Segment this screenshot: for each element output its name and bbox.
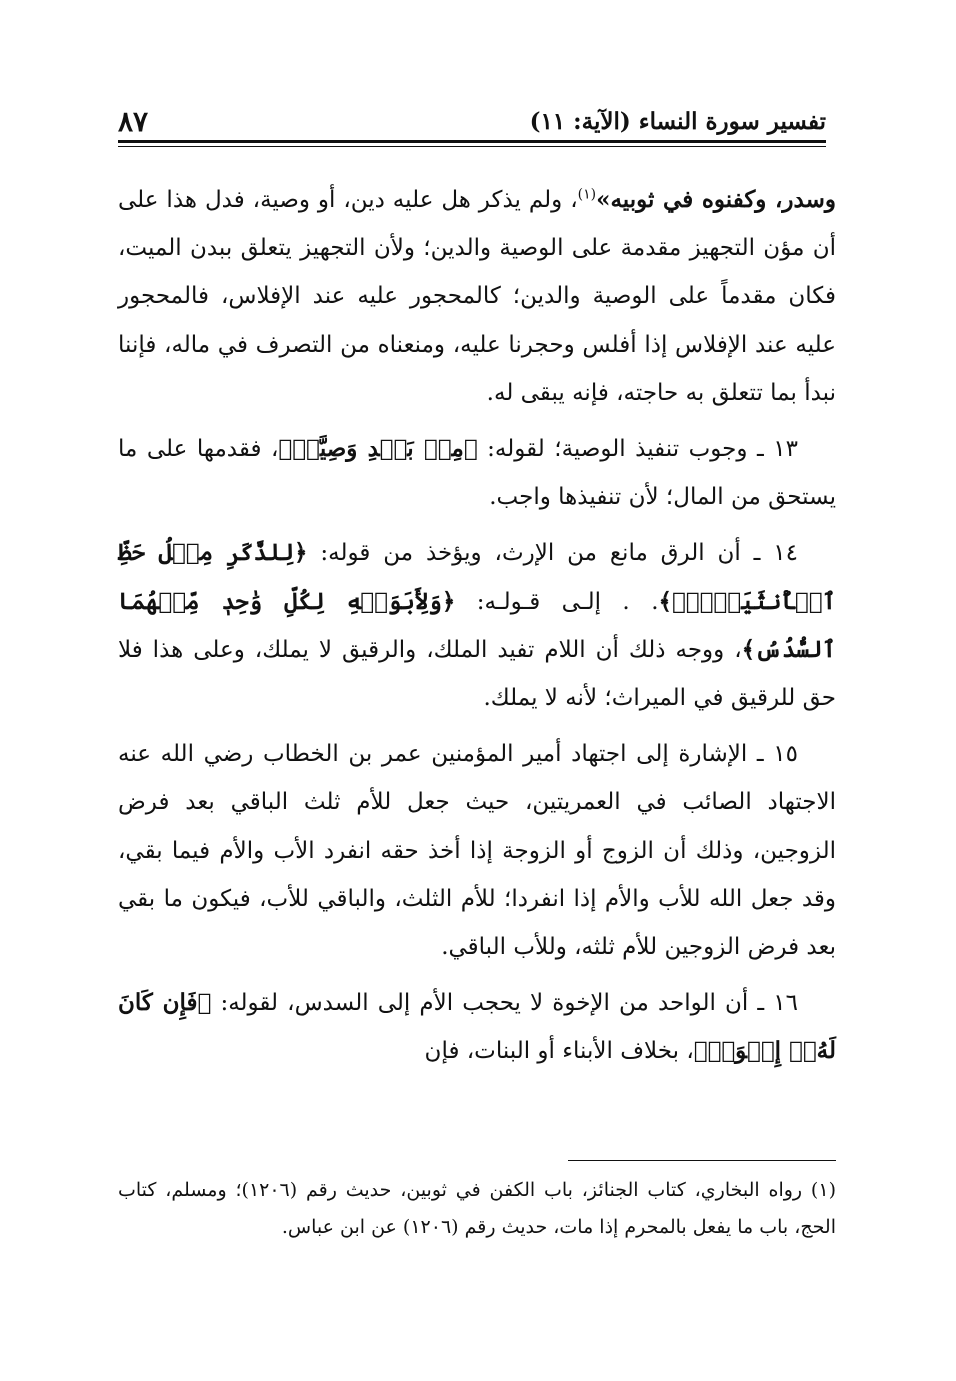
- quran-quote: ﴿فَإِن كَانَ لَهُۥٓ إِخۡوَةٞ﴾: [118, 989, 836, 1065]
- footnote: [118, 1172, 836, 1246]
- paragraph-text: . . إلـى قـولـه:: [455, 588, 659, 615]
- paragraph-text: ١٥ ـ الإشارة إلى اجتهاد أمير المؤمنين عمر بن الخطاب رضي الله عنه الاجتهاد الصائب في العمريتين، حيث جعل للأم ثلث الباقي بعد فرض الزوجين، وذلك أن الزوج أو الزوجة إذا أخذ حقه انفرد الأب والأم فيما بقي، وقد جعل الله للأب والأم إذا انفردا؛ للأم الثلث، والباقي للأب، فيكون ما بقي بعد فرض الزوجين للأم ثلثه، وللأب الباقي.: [118, 741, 836, 961]
- main-text: [118, 176, 836, 1076]
- page-number: ٨٧: [118, 105, 149, 138]
- paragraph-text: ، ولم يذكر هل عليه دين، أو وصية، فدل هذا على أن مؤن التجهيز مقدمة على الوصية والدين؛ ولأن التجهيز يتعلق ببدن الميت، فكان مقدماً على الوصية والدين؛ كالمحجور عليه عند الإفلاس، فالمحجور عليه عند الإفلاس إذا أفلس وحجرنا عليه، ومنعناه من التصرف في ماله، فإننا نبدأ بما تتعلق به حاجته، فإنه يبقى له.: [118, 187, 836, 406]
- running-title: تفسير سورة النساء (الآية: ١١): [529, 108, 826, 135]
- paragraph-15: [118, 730, 836, 971]
- footnote-separator: [568, 1160, 836, 1161]
- header-rule-thin: [118, 146, 826, 147]
- quran-quote: ﴿مِنۢ بَعۡدِ وَصِيَّةٖ﴾: [278, 435, 478, 463]
- header-rule-thick: [118, 140, 826, 143]
- paragraph-16: [118, 979, 836, 1075]
- paragraph-continuation: [118, 176, 836, 417]
- quran-quote: ﴿وَلِأَبَوَيۡهِ لِكُلِّ وَٰحِدٖ مِّنۡهُمَا ٱلسُّدُسُ﴾: [118, 587, 836, 663]
- footnote-text: (١) رواه البخاري، كتاب الجنائز، باب الكفن في ثوبين، حديث رقم (١٢٠٦)؛ ومسلم، كتاب الحج، باب ما يفعل بالمحرم إذا مات، حديث رقم (١٢٠٦) عن ابن عباس.: [118, 1179, 836, 1238]
- hadith-quote-end: وسدر، وكفنوه في ثوبيه»: [596, 186, 836, 213]
- paragraph-13: [118, 425, 836, 521]
- paragraph-text: ، بخلاف الأبناء أو البنات، فإن: [424, 1038, 694, 1065]
- paragraph-14: [118, 529, 836, 722]
- footnote-reference: (١): [577, 186, 597, 203]
- page-header: [118, 92, 826, 138]
- paragraph-text: ، فقدمها على ما يستحق من المال؛ لأن تنفيذها واجب.: [118, 436, 836, 511]
- paragraph-text: ، ووجه ذلك أن اللام تفيد الملك، والرقيق لا يملك، وعلى هذا فلا حق للرقيق في الميراث؛ لأنه لا يملك.: [118, 636, 836, 712]
- paragraph-text: ١٣ ـ وجوب تنفيذ الوصية؛ لقوله:: [477, 436, 798, 463]
- quran-quote: ﴿لِلذَّكَرِ مِثۡلُ حَظِّ ٱلۡأُنثَيَيۡنِۚ﴾: [118, 539, 836, 615]
- paragraph-text: ١٤ ـ أن الرق مانع من الإرث، ويؤخذ من قوله:: [307, 540, 798, 567]
- paragraph-text: ١٦ ـ أن الواحد من الإخوة لا يحجب الأم إلى السدس، لقوله:: [211, 990, 798, 1017]
